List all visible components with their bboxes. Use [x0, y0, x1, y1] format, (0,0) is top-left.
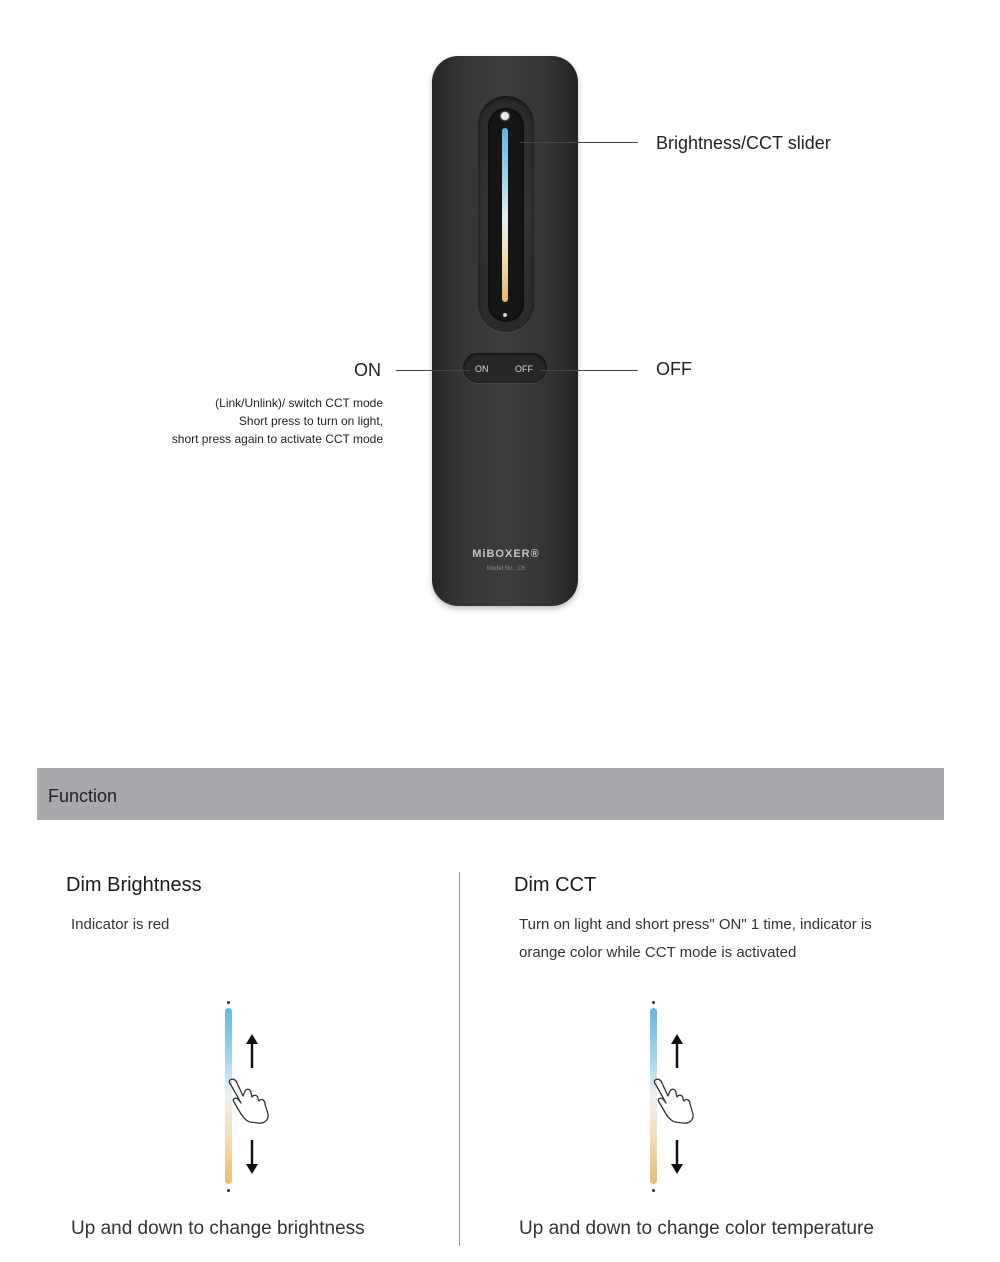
on-description-line: short press again to activate CCT mode: [171, 432, 383, 446]
sun-icon: [501, 112, 509, 120]
dim-cct-text-line: orange color while CCT mode is activated: [519, 944, 797, 961]
off-callout: OFF: [656, 359, 692, 379]
brightness-cct-slider-strip[interactable]: [502, 128, 508, 302]
top-dot: [652, 1001, 655, 1004]
dim-brightness-title: Dim Brightness: [66, 874, 202, 896]
dim-cct-title: Dim CCT: [514, 874, 597, 896]
dim-brightness-text: Indicator is red: [71, 916, 170, 933]
slider-leader-line: [520, 142, 638, 143]
arrow-down-icon: [243, 1138, 261, 1174]
brand-logo: MiBOXER®: [472, 548, 540, 560]
slider-callout: Brightness/CCT slider: [656, 133, 831, 153]
model-number: Model No.: C6: [486, 566, 526, 572]
top-dot: [227, 1001, 230, 1004]
on-button[interactable]: ON: [475, 364, 489, 374]
on-description: [120, 394, 383, 448]
on-description-line: Short press to turn on light,: [238, 414, 383, 428]
on-callout: ON: [354, 360, 381, 380]
dim-cct-text: [519, 911, 872, 967]
off-leader-line: [540, 370, 638, 371]
dim-cct-text-line: Turn on light and short press" ON" 1 time, indicator is: [519, 916, 872, 933]
column-divider: [459, 872, 460, 1246]
on-leader-line: [396, 370, 470, 371]
finger-touch-icon: [224, 1076, 274, 1126]
arrow-up-icon: [668, 1034, 686, 1070]
arrow-down-icon: [668, 1138, 686, 1174]
bottom-dot: [227, 1189, 230, 1192]
on-description-line: (Link/Unlink)/ switch CCT mode: [215, 396, 383, 410]
dim-brightness-footer: Up and down to change brightness: [71, 1218, 365, 1239]
arrow-up-icon: [243, 1034, 261, 1070]
function-title: Function: [48, 786, 118, 806]
finger-touch-icon: [649, 1076, 699, 1126]
off-button[interactable]: OFF: [515, 364, 533, 374]
dim-icon: [503, 313, 507, 317]
bottom-dot: [652, 1189, 655, 1192]
function-banner: [37, 768, 944, 820]
dim-cct-footer: Up and down to change color temperature: [519, 1218, 874, 1239]
